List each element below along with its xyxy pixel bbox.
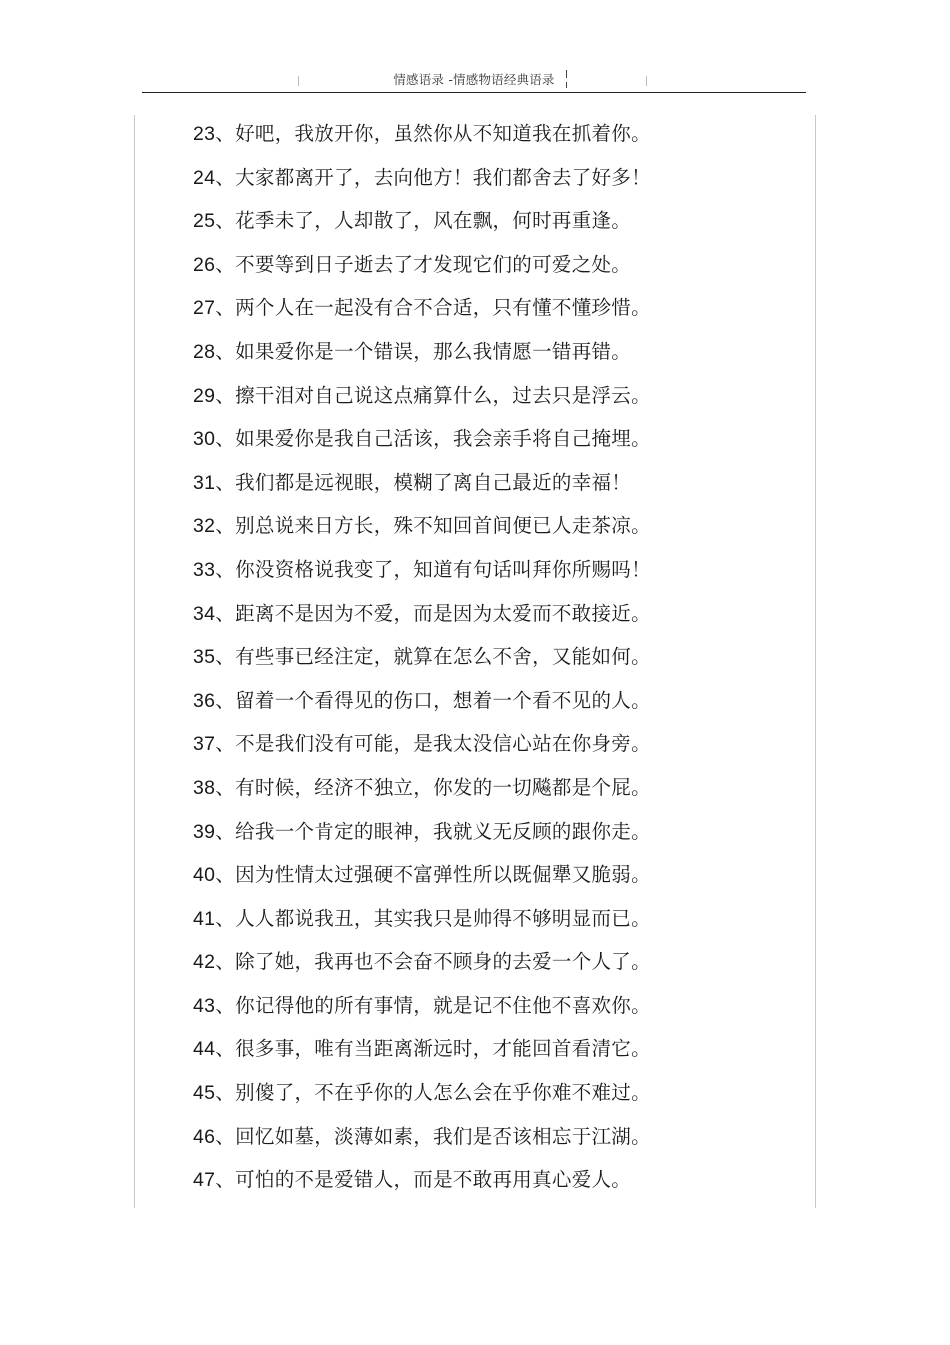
quote-number: 24 (193, 166, 216, 189)
page-header (142, 66, 806, 93)
quote-number: 37 (193, 733, 216, 756)
quote-number: 39 (193, 820, 216, 843)
quote-item (193, 595, 793, 639)
quote-item (193, 115, 793, 159)
quote-item (193, 1161, 793, 1205)
quote-text: 、两个人在一起没有合不合适，只有懂不懂珍惜。 (215, 296, 651, 320)
quote-item (193, 1074, 793, 1118)
quote-number: 29 (193, 384, 216, 407)
quote-number: 42 (193, 951, 216, 974)
quote-number: 35 (193, 646, 216, 669)
quote-text: 、好吧，我放开你，虽然你从不知道我在抓着你。 (215, 122, 651, 145)
quote-text: 、别总说来日方长，殊不知回首间便已人走茶凉。 (215, 514, 651, 538)
quote-number: 31 (193, 471, 216, 494)
quote-text: 、我们都是远视眼，模糊了离自己最近的幸福！ (215, 470, 632, 494)
quote-item (193, 159, 793, 203)
quote-item (193, 900, 793, 944)
quote-number: 30 (193, 428, 216, 451)
quote-number: 36 (193, 689, 216, 712)
quote-text: 、不要等到日子逝去了才发现它们的可爱之处。 (215, 252, 632, 276)
quote-item (193, 333, 793, 377)
quote-text: 、有时候，经济不独立，你发的一切飚都是个屁。 (215, 775, 651, 799)
quote-number: 41 (193, 907, 216, 930)
quote-number: 23 (193, 123, 216, 145)
right-margin-rule (815, 115, 816, 1208)
quote-text: 、距离不是因为不爱，而是因为太爱而不敢接近。 (215, 601, 651, 625)
quote-item (193, 725, 793, 769)
quote-text: 、人人都说我丑，其实我只是帅得不够明显而已。 (215, 906, 651, 930)
quote-number: 40 (193, 864, 216, 887)
quote-number: 45 (193, 1082, 216, 1105)
quote-list (193, 115, 793, 1205)
quote-text: 、你没资格说我变了，知道有句话叫拜你所赐吗！ (215, 557, 651, 581)
quote-text: 、留着一个看得见的伤口，想着一个看不见的人。 (215, 688, 651, 712)
quote-item (193, 1030, 793, 1074)
quote-number: 43 (193, 994, 216, 1017)
quote-item (193, 1118, 793, 1162)
quote-number: 46 (193, 1125, 216, 1148)
quote-text: 、擦干泪对自己说这点痛算什么，过去只是浮云。 (215, 383, 651, 407)
quote-item (193, 246, 793, 290)
quote-number: 34 (193, 602, 216, 625)
quote-text: 、有些事已经注定，就算在怎么不舍，又能如何。 (215, 645, 651, 669)
quote-number: 38 (193, 776, 216, 799)
quote-item (193, 202, 793, 246)
quote-number: 26 (193, 253, 216, 276)
quote-text: 、如果爱你是我自己活该，我会亲手将自己掩埋。 (215, 427, 651, 451)
quote-text: 、花季未了，人却散了，风在飘，何时再重逢。 (215, 209, 632, 233)
quote-item (193, 377, 793, 421)
quote-number: 27 (193, 297, 216, 320)
header-title: 情感语录 -情感物语经典语录 (393, 72, 555, 87)
quote-number: 33 (193, 558, 216, 581)
quote-number: 25 (193, 210, 216, 233)
quote-item (193, 507, 793, 551)
quote-text: 、别傻了，不在乎你的人怎么会在乎你难不难过。 (215, 1081, 651, 1105)
quote-item (193, 682, 793, 726)
quote-item (193, 464, 793, 508)
quote-text: 、回忆如墓，淡薄如素，我们是否该相忘于江湖。 (215, 1124, 651, 1148)
quote-number: 44 (193, 1038, 216, 1061)
quote-item (193, 769, 793, 813)
quote-text: 、除了她，我再也不会奋不顾身的去爱一个人了。 (215, 950, 651, 974)
quote-text: 、很多事，唯有当距离渐远时，才能回首看清它。 (215, 1037, 651, 1061)
quote-text: 、你记得他的所有事情，就是记不住他不喜欢你。 (215, 993, 651, 1017)
quote-text: 、因为性情太过强硬不富弹性所以既倔犟又脆弱。 (215, 863, 651, 887)
quote-item (193, 551, 793, 595)
quote-text: 、大家都离开了，去向他方！我们都舍去了好多！ (215, 165, 651, 189)
quote-item (193, 856, 793, 900)
quote-item (193, 943, 793, 987)
quote-item (193, 420, 793, 464)
quote-text: 、不是我们没有可能，是我太没信心站在你身旁。 (215, 732, 651, 756)
left-margin-rule (134, 115, 135, 1208)
quote-text: 、如果爱你是一个错误，那么我情愿一错再错。 (215, 339, 632, 363)
quote-item (193, 289, 793, 333)
quote-number: 47 (193, 1169, 216, 1192)
quote-text: 、给我一个肯定的眼神，我就义无反顾的跟你走。 (215, 819, 651, 843)
quote-number: 28 (193, 340, 216, 363)
quote-item (193, 987, 793, 1031)
quote-item (193, 813, 793, 857)
quote-number: 32 (193, 515, 216, 538)
quote-text: 、可怕的不是爱错人，而是不敢再用真心爱人。 (215, 1168, 632, 1192)
quote-item (193, 638, 793, 682)
